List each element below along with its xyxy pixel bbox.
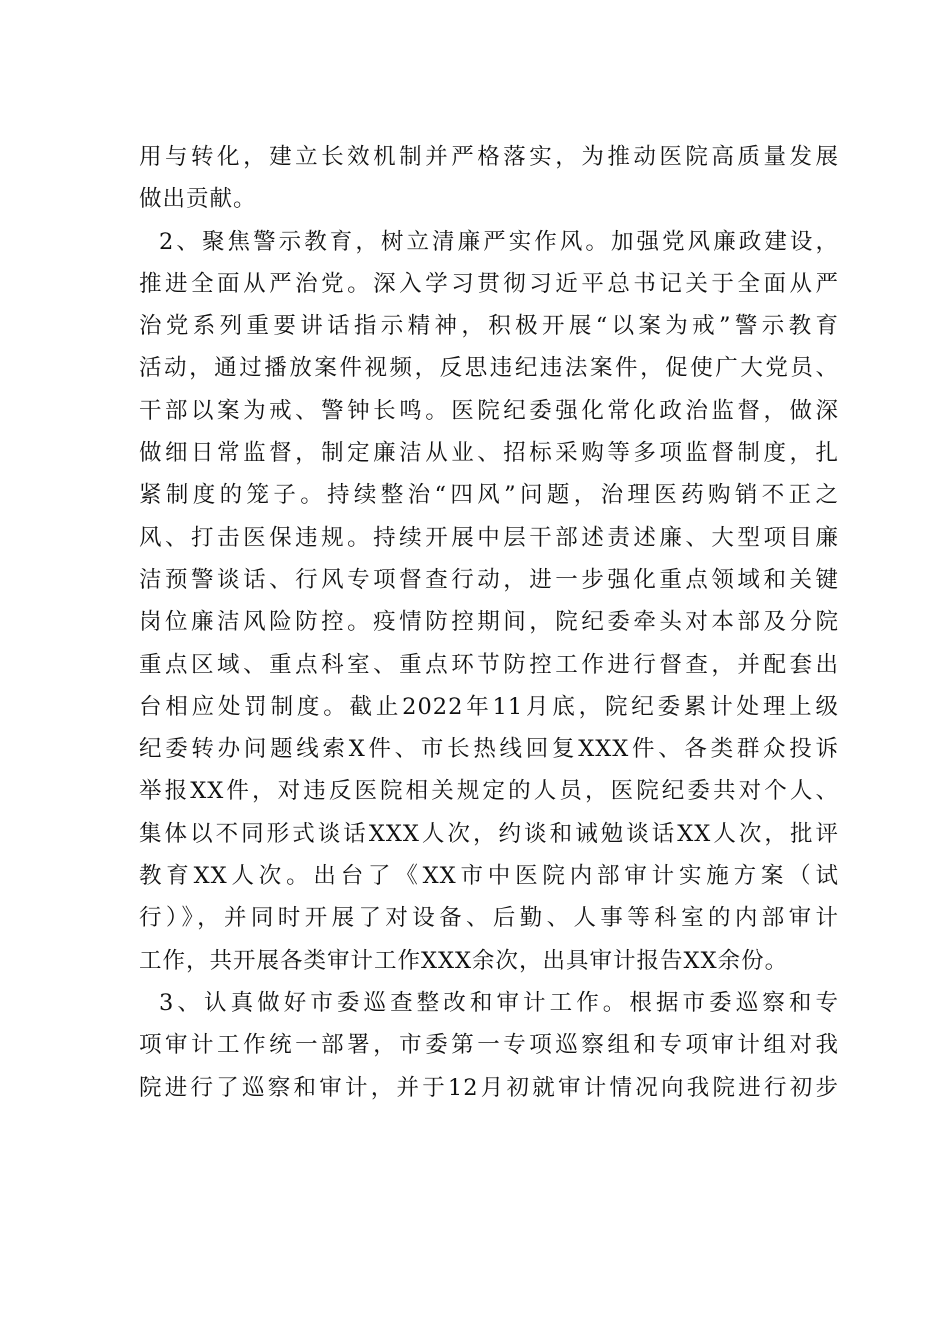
text-line: 纪委转办问题线索X件、市长热线回复XXX件、各类群众投诉: [139, 736, 839, 763]
text-line: 干部以案为戒、警钟长鸣。医院纪委强化常化政治监督，做深: [139, 397, 839, 424]
text-line: 项审计工作统一部署，市委第一专项巡察组和专项审计组对我: [139, 1032, 839, 1059]
text-line: 工作，共开展各类审计工作XXX余次，出具审计报告XX余份。: [139, 947, 789, 974]
text-line: 做细日常监督，制定廉洁从业、招标采购等多项监督制度，扎: [139, 440, 839, 467]
text-line: 紧制度的笼子。持续整治“四风”问题，治理医药购销不正之: [139, 482, 839, 509]
text-line: 3、认真做好市委巡查整改和审计工作。根据市委巡察和专: [159, 989, 839, 1016]
text-line: 推进全面从严治党。深入学习贯彻习近平总书记关于全面从严: [139, 270, 839, 297]
document-body: [139, 136, 839, 1109]
text-line: 教育XX人次。出台了《XX市中医院内部审计实施方案（试: [139, 863, 839, 890]
text-line: 重点区域、重点科室、重点环节防控工作进行督查，并配套出: [139, 651, 839, 678]
text-line: 台相应处罚制度。截止2022年11月底，院纪委累计处理上级: [139, 693, 839, 720]
text-line: 洁预警谈话、行风专项督查行动，进一步强化重点领域和关键: [139, 566, 839, 593]
text-line: 行）》，并同时开展了对设备、后勤、人事等科室的内部审计: [139, 905, 839, 932]
text-line: 举报XX件，对违反医院相关规定的人员，医院纪委共对个人、: [139, 778, 839, 805]
text-line: 2、聚焦警示教育，树立清廉严实作风。加强党风廉政建设，: [159, 228, 839, 255]
text-line: 做出贡献。: [139, 186, 257, 213]
text-line: 用与转化，建立长效机制并严格落实，为推动医院高质量发展: [139, 144, 839, 170]
text-line: 岗位廉洁风险防控。疫情防控期间，院纪委牵头对本部及分院: [139, 609, 839, 636]
text-line: 治党系列重要讲话指示精神，积极开展“以案为戒”警示教育: [139, 313, 839, 340]
text-line: 院进行了巡察和审计，并于12月初就审计情况向我院进行初步: [139, 1074, 839, 1101]
text-line: 集体以不同形式谈话XXX人次，约谈和诫勉谈话XX人次，批评: [139, 820, 839, 847]
text-line: 活动，通过播放案件视频，反思违纪违法案件，促使广大党员、: [139, 355, 839, 382]
text-line: 风、打击医保违规。持续开展中层干部述责述廉、大型项目廉: [139, 524, 839, 551]
